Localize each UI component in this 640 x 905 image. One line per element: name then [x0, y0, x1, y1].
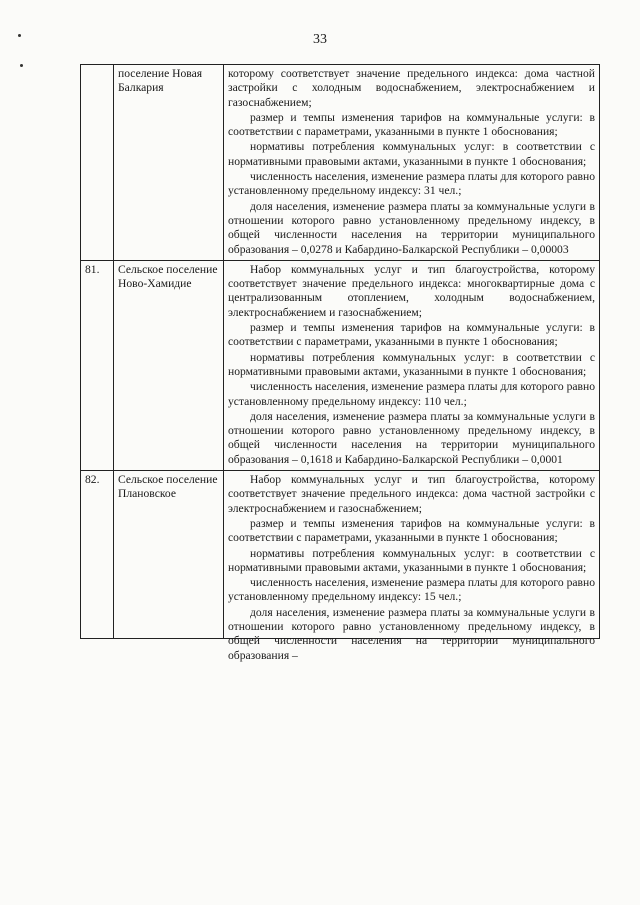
row-description — [224, 260, 600, 470]
row-description — [224, 65, 600, 261]
document-table — [80, 64, 600, 662]
paragraph: доля населения, изменение размера платы за коммунальные услуги в отношении которого равно установленному предельному индексу, в общей численности населения на территории муниципального образования – — [228, 605, 595, 662]
row-description — [224, 471, 600, 662]
settlement-name: Сельское поселение Плановское — [114, 471, 224, 639]
paragraph: численность населения, изменение размера платы для которого равно установленному предельному индексу: 31 чел.; — [228, 170, 595, 198]
paragraph: численность населения, изменение размера платы для которого равно установленному предельному индексу: 15 чел.; — [228, 576, 595, 604]
paragraph: Набор коммунальных услуг и тип благоустройства, которому соответствует значение предельного индекса: дома частной застройки с электроснабжением и газоснабжением; — [228, 473, 595, 515]
paragraph: численность населения, изменение размера платы для которого равно установленному предельному индексу: 110 чел.; — [228, 380, 595, 408]
row-number: 81. — [81, 260, 114, 470]
settlement-name: Сельское поселение Ново-Хамидие — [114, 260, 224, 470]
paragraph: Набор коммунальных услуг и тип благоустройства, которому соответствует значение предельного индекса: многоквартирные дома с централизованным отоплением, холодным водоснабжением, электроснабжением и газоснабжением; — [228, 262, 595, 319]
paragraph: нормативы потребления коммунальных услуг: в соответствии с нормативными правовыми актами, указанными в пункте 1 обоснования; — [228, 546, 595, 574]
settlement-name: поселение Новая Балкария — [114, 65, 224, 261]
paragraph: нормативы потребления коммунальных услуг: в соответствии с нормативными правовыми актами, указанными в пункте 1 обоснования; — [228, 140, 595, 168]
paragraph: доля населения, изменение размера платы за коммунальные услуги в отношении которого равно установленному предельному индексу, в общей численности населения на территории муниципального образования – 0,1618 и Кабардино-Балкарской Республики – 0,0001 — [228, 409, 595, 466]
row-number: 82. — [81, 471, 114, 639]
table-row — [81, 65, 600, 261]
paragraph: размер и темпы изменения тарифов на коммунальные услуги: в соответствии с параметрами, указанными в пункте 1 обоснования; — [228, 110, 595, 139]
row-number — [81, 65, 114, 261]
table-row — [81, 260, 600, 470]
table-row — [81, 471, 600, 639]
paragraph: доля населения, изменение размера платы за коммунальные услуги в отношении которого равно установленному предельному индексу, в общей численности населения на территории муниципального образования – 0,0278 и Кабардино-Балкарской Республики – 0,00003 — [228, 199, 595, 256]
paragraph: размер и темпы изменения тарифов на коммунальные услуги: в соответствии с параметрами, указанными в пункте 1 обоснования; — [228, 321, 595, 349]
scan-mark — [18, 34, 21, 37]
paragraph: размер и темпы изменения тарифов на коммунальные услуги: в соответствии с параметрами, указанными в пункте 1 обоснования; — [228, 516, 595, 545]
paragraph: которому соответствует значение предельного индекса: дома частной застройки с холодным водоснабжением, электроснабжением и газоснабжением; — [228, 67, 595, 109]
cut-off-paragraph — [228, 605, 595, 662]
scan-mark — [20, 64, 23, 67]
page-number: 33 — [313, 32, 327, 47]
paragraph: нормативы потребления коммунальных услуг: в соответствии с нормативными правовыми актами, указанными в пункте 1 обоснования; — [228, 350, 595, 378]
